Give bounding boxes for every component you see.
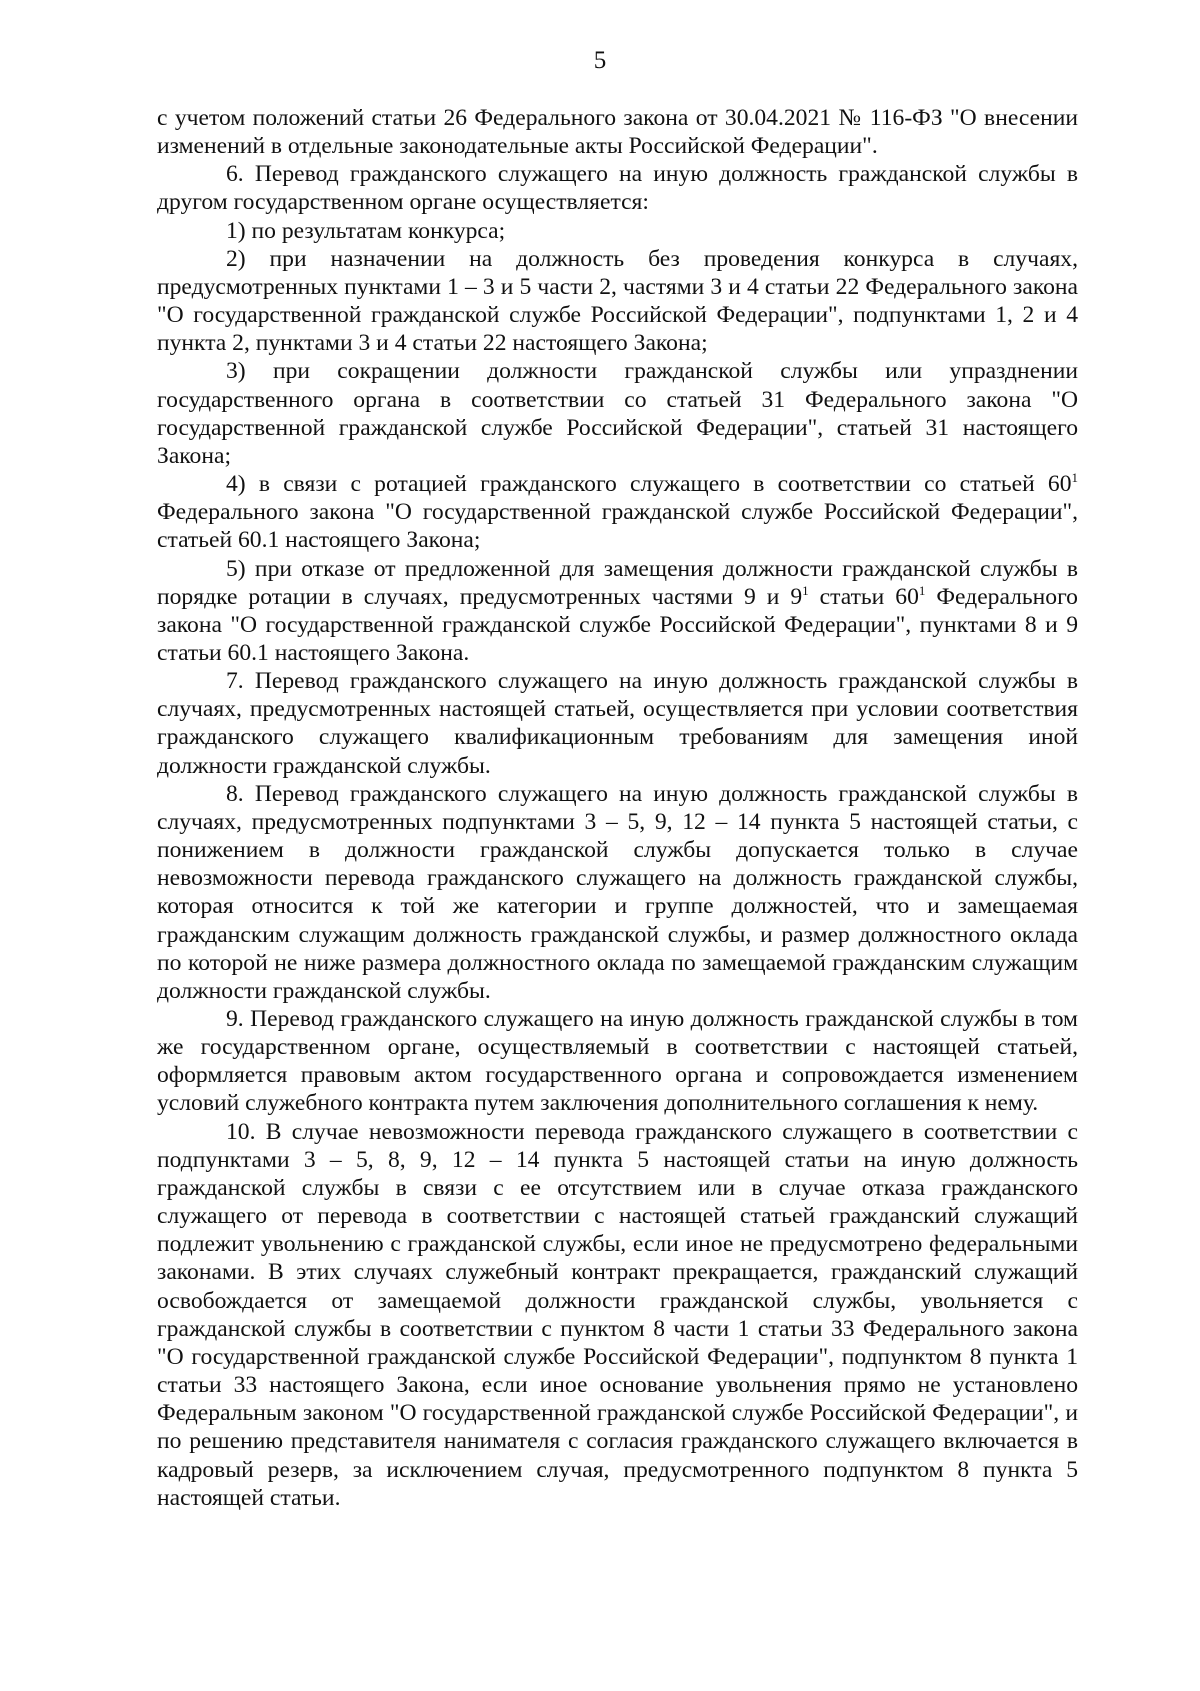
subitem-6-5-text-b: статьи 60 <box>808 583 919 610</box>
paragraph-item-6: 6. Перевод гражданского служащего на иную должность гражданской службы в другом государственном органе осуществляется: <box>157 161 1078 216</box>
subitem-6-2: 2) при назначении на должность без проведения конкурса в случаях, предусмотренных пунктами 1 – 3 и 5 части 2, частями 3 и 4 статьи 22 Федерального закона "О государственной гражданской службе Российской Федерации", подпунктами 1, 2 и 4 пункта 2, пунктами 3 и 4 статьи 22 настоящего Закона; <box>157 245 1078 357</box>
subitem-6-4-text-a: 4) в связи с ротацией гражданского служащего в соответствии со статьей 60 <box>226 471 1072 498</box>
paragraph-item-10: 10. В случае невозможности перевода гражданского служащего в соответствии с подпунктами 3 – 5, 8, 9, 12 – 14 пункта 5 настоящей статьи на иную должность гражданской службы в связи с ее отсутствием или в случае отказа гражданского служащего от перевода в соответствии с настоящей статьей гражданский служащий подлежит увольнению с гражданской службы, если иное не предусмотрено федеральными законами. В этих случаях служебный контракт прекращается, гражданский служащий освобождается от замещаемой должности гражданской службы, увольняется с гражданской службы в соответствии с пунктом 8 части 1 статьи 33 Федерального закона "О государственной гражданской службе Российской Федерации", подпунктом 8 пункта 1 статьи 33 настоящего Закона, если иное основание увольнения прямо не установлено Федеральным законом "О государственной гражданской службе Российской Федерации", и по решению представителя нанимателя с согласия гражданского служащего включается в кадровый резерв, за исключением случая, предусмотренного подпунктом 8 пункта 5 настоящей статьи. <box>157 1118 1078 1511</box>
subitem-6-5-text-c: Федерального закона "О государственной гражданской службе Российской Федерации", пунктами 8 и 9 статьи 60.1 настоящего Закона. <box>157 583 1078 666</box>
document-body <box>157 104 1078 1512</box>
superscript: 1 <box>802 582 809 598</box>
subitem-6-4 <box>157 470 1078 554</box>
paragraph-item-7: 7. Перевод гражданского служащего на иную должность гражданской службы в случаях, предусмотренных настоящей статьей, осуществляется при условии соответствия гражданского служащего квалификационным требованиям для замещения иной должности гражданской службы. <box>157 668 1078 779</box>
paragraph-item-8: 8. Перевод гражданского служащего на иную должность гражданской службы в случаях, предусмотренных подпунктами 3 – 5, 9, 12 – 14 пункта 5 настоящей статьи, с понижением в должности гражданской службы допускается только в случае невозможности перевода гражданского служащего на должность гражданской службы, которая относится к той же категории и группе должностей, что и замещаемая гражданским служащим должность гражданской службы, и размер должностного оклада по которой не ниже размера должностного оклада по замещаемой гражданским служащим должности гражданской службы. <box>157 780 1078 1004</box>
subitem-6-3: 3) при сокращении должности гражданской службы или упразднении государственного органа в соответствии со статьей 31 Федерального закона "О государственной гражданской службе Российской Федерации", статьей 31 настоящего Закона; <box>157 358 1078 469</box>
subitem-6-4-text-b: Федерального закона "О государственной гражданской службе Российской Федерации", статьей 60.1 настоящего Закона; <box>157 499 1078 554</box>
subitem-6-5-text-a: 5) при отказе от предложенной для замещения должности гражданской службы в порядке ротации в случаях, предусмотренных частями 9 и 9 <box>157 555 1078 610</box>
subitem-6-1: 1) по результатам конкурса; <box>226 217 506 244</box>
page-number: 5 <box>593 47 607 74</box>
paragraph-item-9: 9. Перевод гражданского служащего на иную должность гражданской службы в том же государственном органе, осуществляемый в соответствии с настоящей статьей, оформляется правовым актом государственного органа и сопровождается изменением условий служебного контракта путем заключения дополнительного соглашения к нему. <box>157 1006 1078 1117</box>
superscript: 1 <box>1071 470 1078 486</box>
subitem-6-5 <box>157 555 1078 668</box>
superscript: 1 <box>918 582 926 598</box>
paragraph-continuation: с учетом положений статьи 26 Федерального закона от 30.04.2021 № 116-ФЗ "О внесении изменений в отдельные законодательные акты Российской Федерации". <box>157 105 1078 160</box>
